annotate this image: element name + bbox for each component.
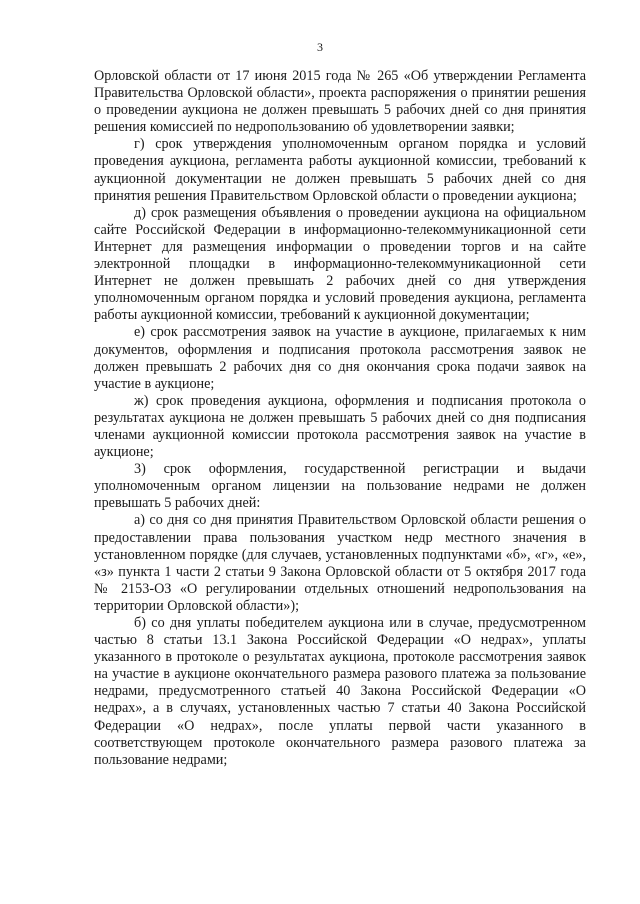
- paragraph-item-e: е) срок рассмотрения заявок на участие в аукционе, прилагаемых к ним документов, оформления и подписания протокола рассмотрения заявок не должен превышать 2 рабочих дня со дня окончания срока подачи заявок на участие в аукционе;: [94, 324, 586, 392]
- paragraph-item-3: 3) срок оформления, государственной регистрации и выдачи уполномоченным органом лицензии на пользование недрами не должен превышать 5 рабочих дней:: [94, 461, 586, 512]
- document-body: [94, 68, 586, 769]
- paragraph-item-zh: ж) срок проведения аукциона, оформления и подписания протокола о результатах аукциона не должен превышать 5 рабочих дней со дня подписания членами аукционной комиссии протокола рассмотрения заявок на участие в аукционе;: [94, 392, 586, 461]
- paragraph-subitem-b: б) со дня уплаты победителем аукциона или в случае, предусмотренном частью 8 статьи 13.1 Закона Российской Федерации «О недрах», уплаты указанного в протоколе о результатах аукциона, протоколе рассмотрения заявок на участие в аукционе окончательного размера разового платежа за пользование недрами, предусмотренного статьей 40 Закона Российской Федерации «О недрах», а в случаях, установленных частью 7 статьи 40 Закона Российской Федерации «О недрах», после уплаты первой части указанного в соответствующем протоколе окончательного размера разового платежа за пользование недрами;: [94, 615, 586, 768]
- paragraph-subitem-a: а) со дня со дня принятия Правительством Орловской области решения о предоставлении права пользования участком недр местного значения в установленном порядке (для случаев, установленных подпунктами «б», «г», «е», «з» пункта 1 части 2 статьи 9 Закона Орловской области от 5 октября 2017 года № 2153-ОЗ «О регулировании отдельных отношений недропользования на территории Орловской области»);: [94, 512, 586, 614]
- paragraph-item-g: г) срок утверждения уполномоченным органом порядка и условий проведения аукциона, регламента работы аукционной комиссии, требований к аукционной документации не должен превышать 5 рабочих дней со дня принятия решения Правительством Орловской области о проведении аукциона;: [94, 136, 586, 204]
- paragraph-continuation: Орловской области от 17 июня 2015 года № 265 «Об утверждении Регламента Правительства Орловской области», проекта распоряжения о принятии решения о проведении аукциона не должен превышать 5 рабочих дней со дня принятия решения комиссией по недропользованию об удовлетворении заявки;: [94, 68, 586, 136]
- paragraph-item-d: д) срок размещения объявления о проведении аукциона на официальном сайте Российской Федерации в информационно-телекоммуникационной сети Интернет для размещения информации о проведении торгов и на сайте электронной площадки в информационно-телекоммуникационной сети Интернет не должен превышать 2 рабочих дней со дня утверждения уполномоченным органом порядка и условий проведения аукциона, регламента работы аукционной комиссии, требований к аукционной документации;: [94, 204, 586, 324]
- page-number: 3: [317, 40, 323, 54]
